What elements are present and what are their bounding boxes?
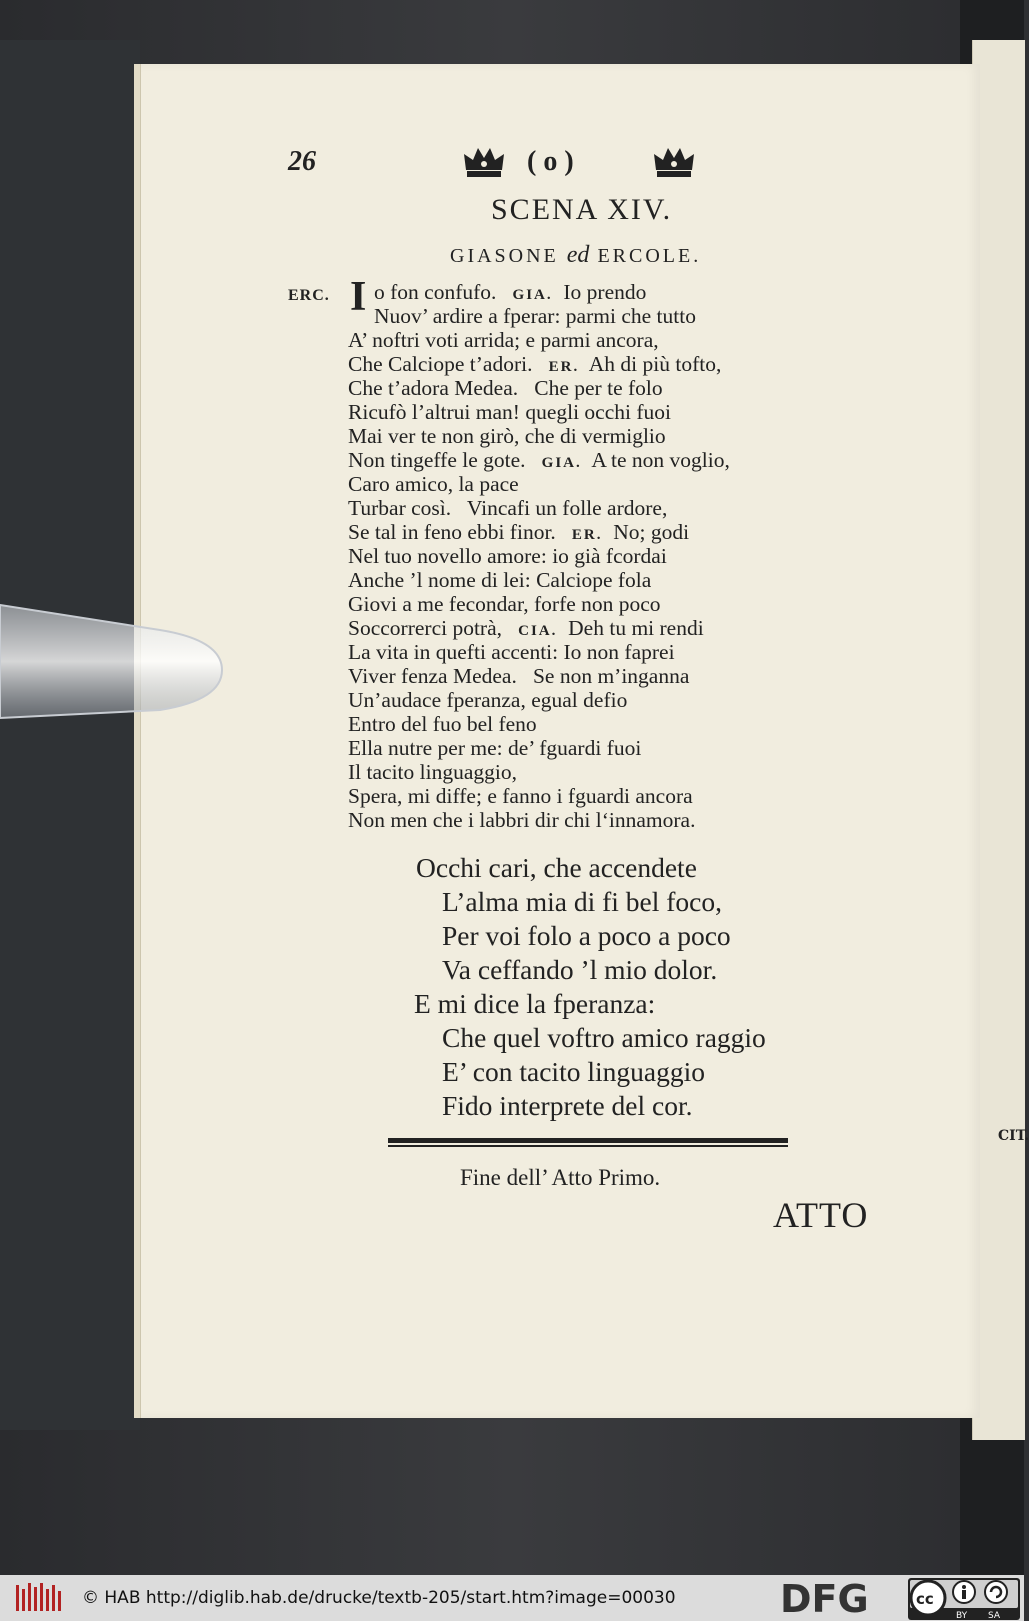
dialogue-line [348, 544, 667, 569]
svg-text:cc: cc [916, 1590, 934, 1608]
speaker-label: ERC. [288, 287, 330, 304]
dialogue-text: Nel tuo novello amore: io già fcordai [348, 544, 667, 568]
dialogue-line [348, 400, 671, 425]
dialogue-text: Spera, mi diffe; e fanno i fguardi ancora [348, 784, 693, 808]
scene-title: SCENA XIV. [491, 193, 673, 226]
dialogue-line [348, 376, 663, 401]
dialogue-line [348, 640, 675, 665]
dialogue-text: Io prendo [552, 280, 647, 304]
dialogue-text: Viver fenza Medea. Se non m’inganna [348, 664, 690, 688]
speaker-tag: GIA. [541, 455, 582, 471]
aria-line: E’ con tacito linguaggio [442, 1056, 705, 1087]
scene-characters [450, 242, 701, 269]
dialogue-line [348, 688, 627, 713]
dialogue-text: Deh tu mi rendi [557, 616, 704, 640]
dialogue-text: Non tingeffe le gote. [348, 448, 542, 472]
dialogue-text: Ella nutre per me: de’ fguardi fuoi [348, 736, 642, 760]
page-holder-clip [0, 600, 225, 720]
dialogue-text: A te non voglio, [581, 448, 730, 472]
drop-cap: I [350, 274, 367, 320]
dialogue-text: A’ noftri voti arrida; e parmi ancora, [348, 328, 659, 352]
dialogue-text: Che t’adora Medea. Che per te folo [348, 376, 663, 400]
character-giasone: GIASONE [450, 245, 559, 267]
dialogue-line [348, 760, 517, 785]
double-rule-thin [388, 1145, 788, 1147]
dialogue-line [348, 616, 704, 641]
catchword: ATTO [773, 1195, 869, 1235]
dialogue-line [348, 352, 721, 377]
dialogue-line [348, 784, 693, 809]
aria-line: L’alma mia di fi bel foco, [442, 886, 723, 917]
dialogue-line [348, 424, 666, 449]
dialogue-text: Un’audace fperanza, egual defio [348, 688, 628, 712]
next-page-fragment: CIT. [998, 1128, 1029, 1144]
footer-credit-link[interactable]: © HAB http://diglib.hab.de/drucke/textb-205/start.htm?image=00030 [82, 1588, 676, 1608]
dialogue-line [374, 280, 646, 305]
dialogue-line [348, 592, 661, 617]
dialogue-text: o fon confufo. [374, 280, 513, 304]
dialogue-text: Il tacito linguaggio, [348, 760, 517, 784]
dialogue-line [374, 304, 696, 329]
character-ercole: ERCOLE. [597, 245, 702, 267]
dialogue-line [348, 520, 689, 545]
dialogue-line [348, 472, 519, 497]
dialogue-text: Caro amico, la pace [348, 472, 519, 496]
speaker-tag: ER. [548, 359, 580, 375]
cc-by-sa-license-icon[interactable] [908, 1578, 1020, 1620]
hab-logo-icon [14, 1581, 64, 1615]
license-by-label: BY [956, 1611, 968, 1621]
speaker-tag: ER. [571, 527, 603, 543]
dialogue-text: Mai ver te non girò, che di vermiglio [348, 424, 666, 448]
dialogue-text: Anche ’l nome di lei: Calciope fola [348, 568, 652, 592]
act-end-text: Fine dell’ Atto Primo. [460, 1165, 661, 1190]
license-sa-label: SA [988, 1611, 1001, 1621]
aria-line: E mi dice la fperanza: [414, 988, 656, 1019]
dialogue-line [348, 568, 651, 593]
speaker-tag: GIA. [512, 287, 553, 303]
crown-ornament-right-icon [652, 144, 696, 180]
aria-line: Occhi cari, che accendete [416, 852, 697, 883]
page-number: 26 [288, 146, 316, 177]
dialogue-text: Ah di più tofto, [579, 352, 722, 376]
aria-line: Per voi folo a poco a poco [442, 920, 731, 951]
book-cover-left [0, 40, 140, 1430]
dialogue-text: Giovi a me fecondar, forfe non poco [348, 592, 661, 616]
character-conjunction: ed [566, 242, 590, 268]
dialogue-line [348, 736, 641, 761]
dialogue-text: Non men che i labbri dir chi l‘innamora. [348, 808, 696, 832]
header-mark: ( o ) [527, 146, 574, 177]
dialogue-text: Soccorrerci potrà, [348, 616, 519, 640]
aria-line: Va ceffando ’l mio dolor. [442, 954, 718, 985]
crown-ornament-left-icon [462, 144, 506, 180]
dialogue-line [348, 808, 695, 833]
speaker-tag: CIA. [518, 623, 558, 639]
dialogue-text: Ricufò l’altrui man! quegli occhi fuoi [348, 400, 672, 424]
dialogue-text: Nuov’ ardire a fperar: parmi che tutto [374, 304, 696, 328]
dialogue-text: Che Calciope t’adori. [348, 352, 549, 376]
page-gutter [134, 64, 141, 1418]
dfg-logo-icon [778, 1577, 898, 1621]
dialogue-text: Turbar così. Vincafi un folle ardore, [348, 496, 668, 520]
dialogue-line [348, 496, 667, 521]
dialogue-line [348, 328, 659, 353]
dialogue-line [348, 664, 689, 689]
aria-line: Che quel voftro amico raggio [442, 1022, 766, 1053]
dialogue-line [348, 448, 730, 473]
double-rule-thick [388, 1138, 788, 1143]
dialogue-text: La vita in quefti accenti: Io non faprei [348, 640, 675, 664]
dialogue-text: No; godi [602, 520, 690, 544]
dialogue-text: Entro del fuo bel feno [348, 712, 537, 736]
dfg-logo-text: DFG [780, 1577, 869, 1621]
dialogue-text: Se tal in feno ebbi finor. [348, 520, 572, 544]
aria-line: Fido interprete del cor. [442, 1090, 693, 1121]
dialogue-line [348, 712, 537, 737]
